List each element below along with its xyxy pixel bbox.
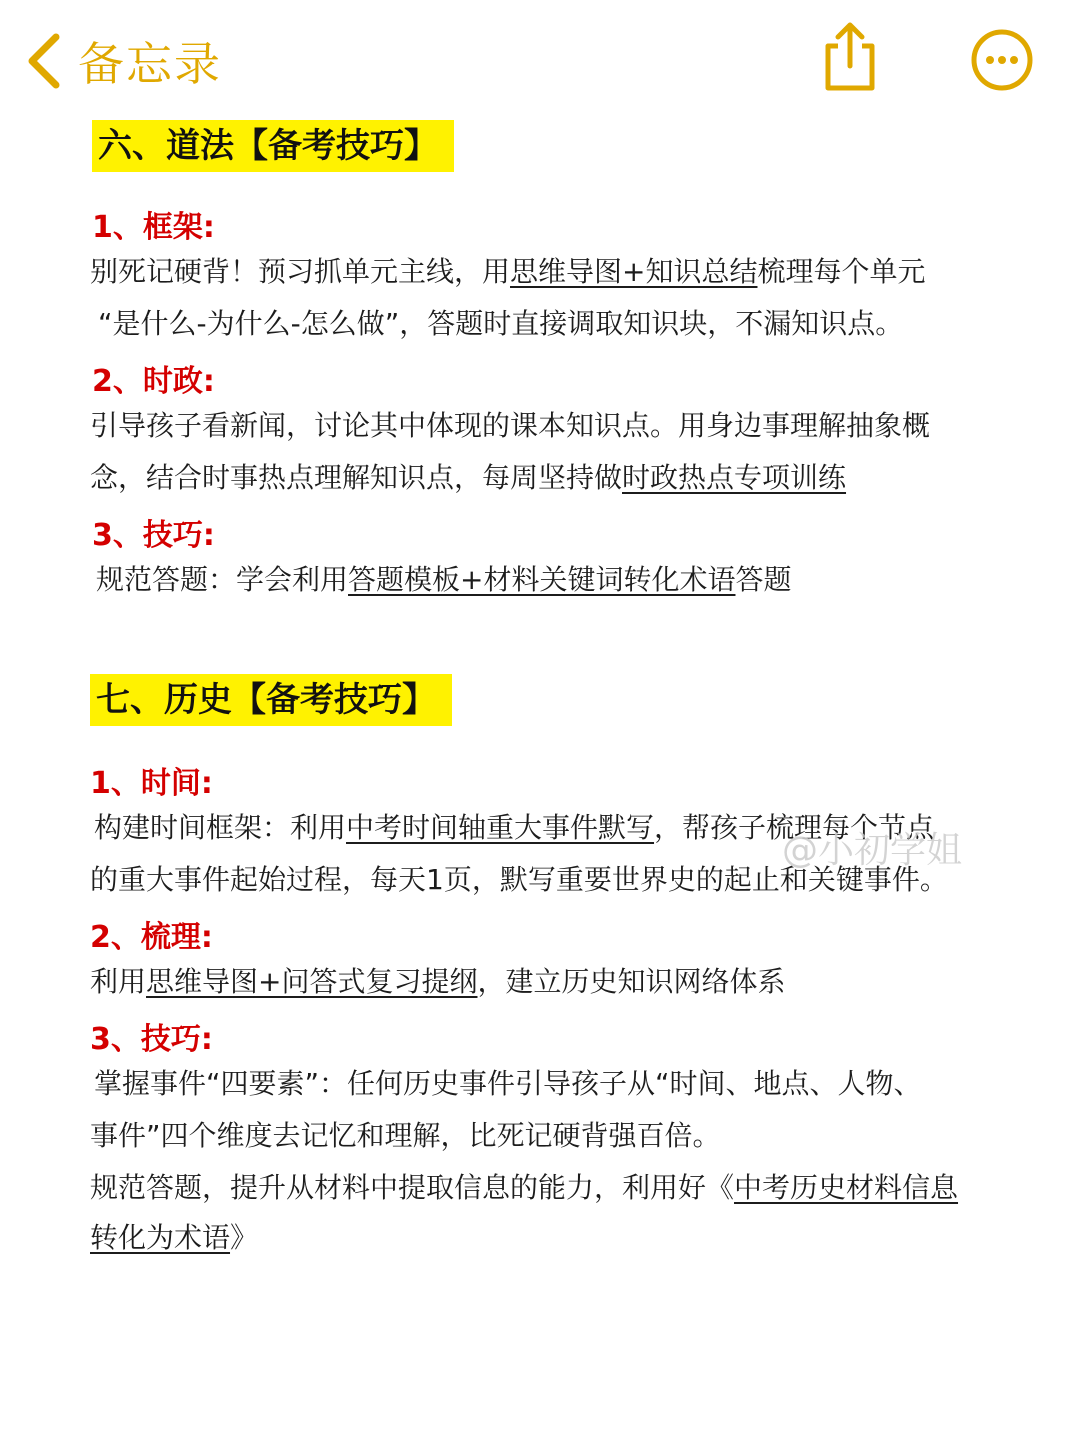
subheading-framework: 1、框架: [92, 210, 215, 245]
text-line: 规范答题：学会利用答题模板+材料关键词转化术语答题 [96, 563, 792, 596]
subheading-organize: 2、梳理: [90, 920, 213, 955]
section-title-history: 七、历史【备考技巧】 [90, 674, 452, 726]
subheading-time: 1、时间: [90, 766, 213, 801]
underlined-text: 思维导图+知识总结 [510, 255, 758, 288]
share-icon[interactable] [818, 20, 882, 92]
text-line: “是什么-为什么-怎么做”，答题时直接调取知识块，不漏知识点。 [98, 307, 904, 340]
more-icon[interactable] [970, 28, 1034, 92]
subheading-skills: 3、技巧: [92, 518, 215, 553]
text-line: 别死记硬背！预习抓单元主线，用思维导图+知识总结梳理每个单元 [90, 255, 926, 288]
subheading-current-affairs: 2、时政: [92, 364, 215, 399]
underlined-text: 中考历史材料信息 [734, 1171, 959, 1204]
back-button[interactable] [24, 28, 222, 94]
text-line: 事件”四个维度去记忆和理解，比死记硬背强百倍。 [90, 1119, 721, 1152]
text-line: 念，结合时事热点理解知识点，每周坚持做时政热点专项训练 [90, 461, 847, 494]
text-line: 引导孩子看新闻，讨论其中体现的课本知识点。用身边事理解抽象概 [90, 409, 931, 442]
underlined-text: 时政热点专项训练 [622, 461, 847, 494]
text-line: 规范答题，提升从材料中提取信息的能力，利用好《中考历史材料信息 [90, 1171, 959, 1204]
text-line: 掌握事件“四要素”：任何历史事件引导孩子从“时间、地点、人物、 [94, 1067, 922, 1100]
text-line: 转化为术语》 [90, 1221, 259, 1254]
back-label: 备忘录 [78, 37, 222, 91]
chevron-left-icon [24, 31, 64, 91]
section-title-daofa: 六、道法【备考技巧】 [92, 120, 454, 172]
underlined-text: 答题模板+材料关键词转化术语 [348, 563, 736, 596]
text-line: 构建时间框架：利用中考时间轴重大事件默写，帮孩子梳理每个节点 [94, 811, 935, 844]
watermark: @小初学姐 [782, 830, 963, 871]
text-line: 利用思维导图+问答式复习提纲，建立历史知识网络体系 [90, 965, 786, 998]
underlined-text: 思维导图+问答式复习提纲 [146, 965, 478, 998]
top-nav-bar [0, 0, 1080, 120]
underlined-text: 中考时间轴重大事件默写 [346, 811, 655, 844]
text-line: 的重大事件起始过程，每天1页，默写重要世界史的起止和关键事件。 [90, 863, 948, 896]
subheading-skills: 3、技巧: [90, 1022, 213, 1057]
underlined-text: 转化为术语 [90, 1221, 231, 1254]
